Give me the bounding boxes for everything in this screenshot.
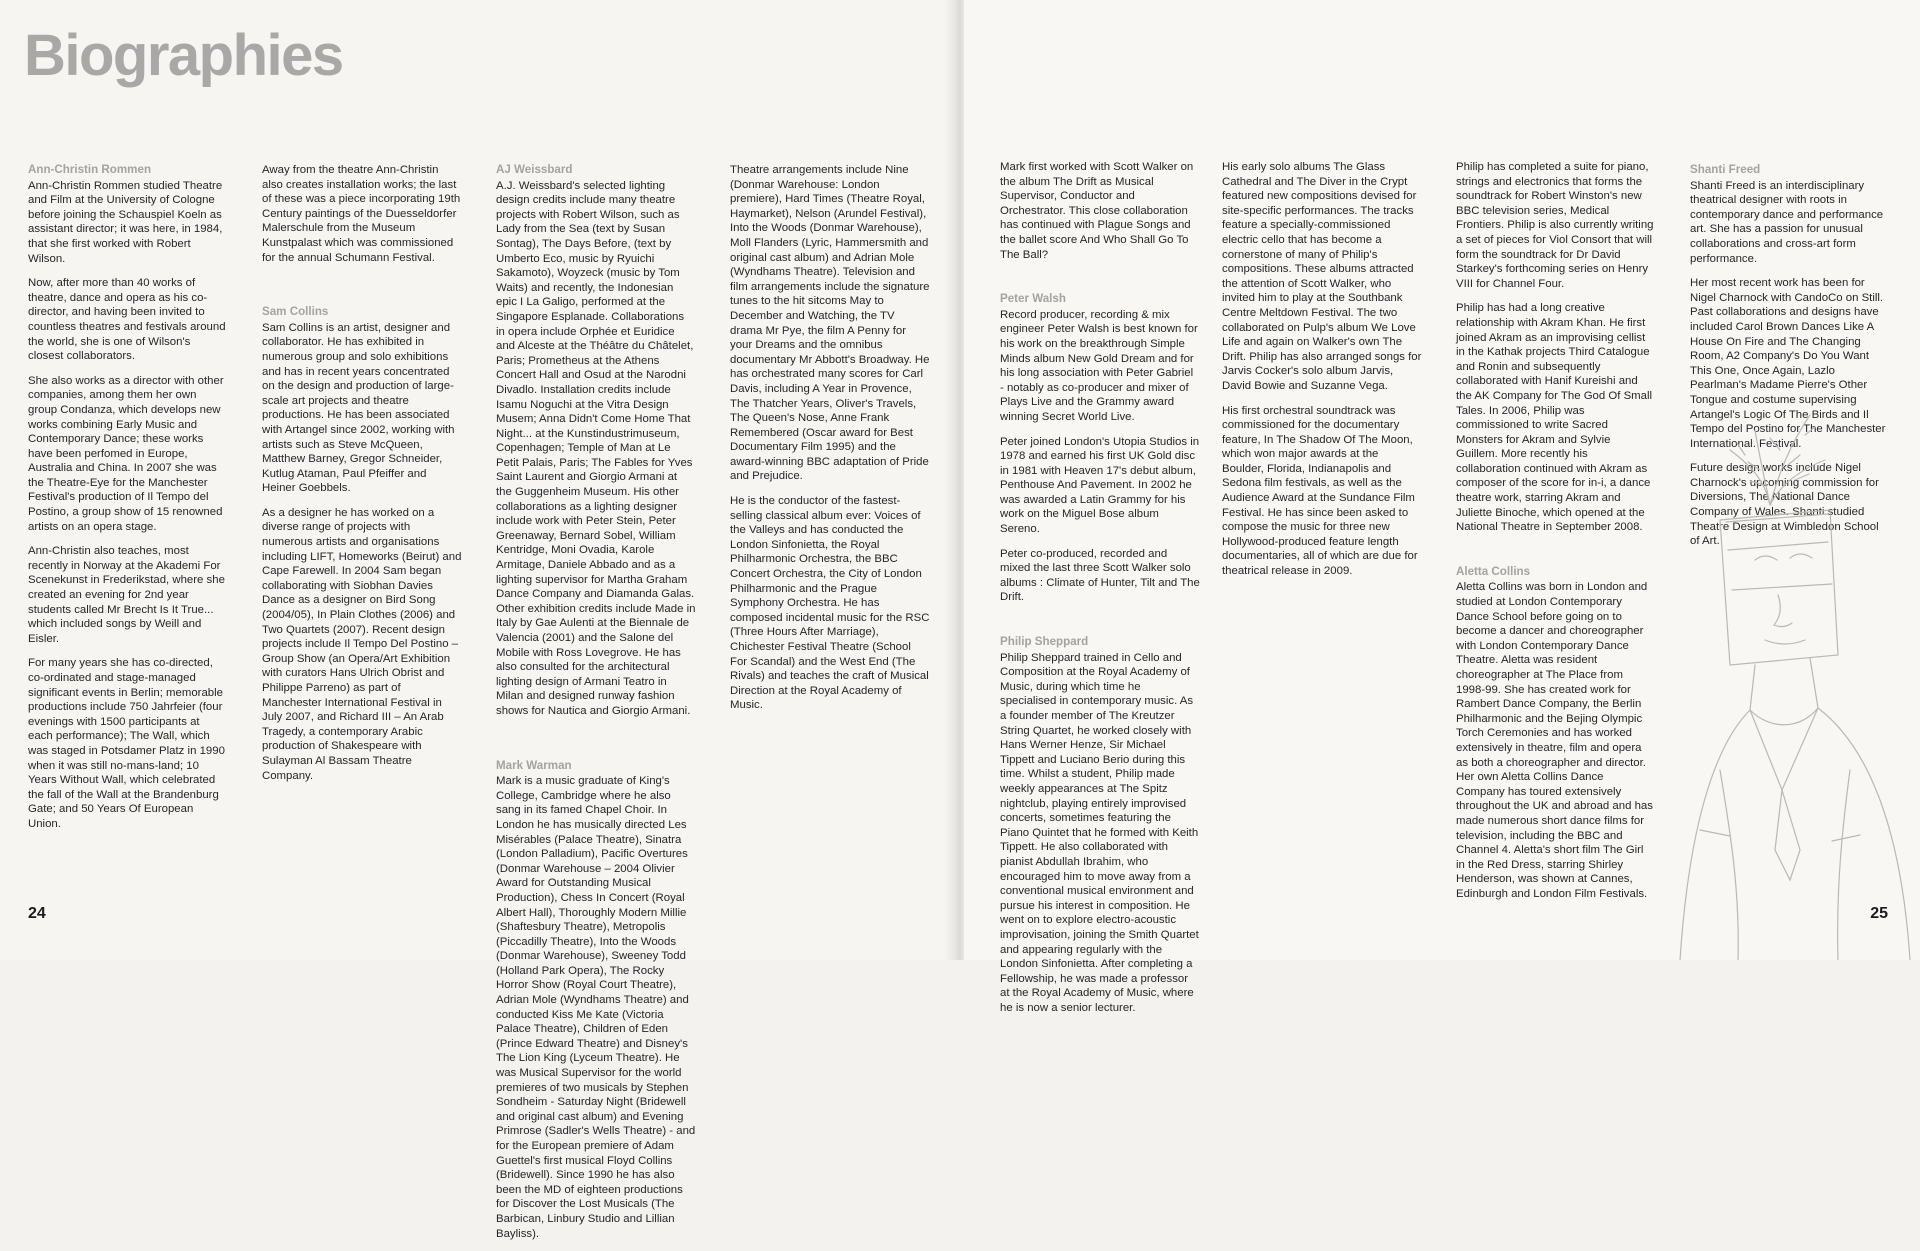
bio-paragraph: Philip has had a long creative relationship with Akram Khan. He first joined Akram as an improvising cellist in the Kathak projects Third Catalogue and Ronin and subsequently collaborated with Hanif Kureishi and the AK Company for The God Of Small Tales. In 2006, Philip was commissioned to write Sacred Monsters for Akram and Sylvie Guillem. More recently his collaboration continued with Akram as composer of the score for in-i, a dance theatre work, starring Akram and Juliette Binoche, which opened at the National Theatre in September 2008. <box>1456 302 1653 534</box>
bio-paragraph: Future design works include Nigel Charnock's upcoming commission for Diversions, The National Dance Company of Wales. Shanti studied Theatre Design at Wimbledon School of Art. <box>1690 462 1879 548</box>
bio-paragraph: He is the conductor of the fastest-selling classical album ever: Voices of the Valleys and has conducted the London Sinfonietta, the Royal Philharmonic Orchestra, the BBC Concert Orchestra, the City of London Philharmonic and the Prague Symphony Orchestra. He has composed incidental music for the RSC (Three Hours After Marriage), Chichester Festival Theatre (School For Scandal) and the West End (The Rivals) and teaches the craft of Musical Direction at the Royal Academy of Music. <box>730 495 930 712</box>
column-4 <box>730 163 930 723</box>
bio-name-sheppard: Philip Sheppard <box>1000 635 1089 649</box>
spacer <box>1000 615 1200 635</box>
bio-paragraph: For many years she has co-directed, co-ordinated and stage-managed significant events in Berlin; memorable productions include 750 Jahrfeier (four evenings with 1500 participants at each performance); The Wall, which was staged in Potsdamer Platz in 1990 when it was still no-mans-land; 10 Years Without Wall, which celebrated the fall of the Wall at the Brandenburg Gate; and 50 Years Of European Union. <box>28 657 225 830</box>
column-2 <box>262 163 462 793</box>
column-6 <box>1222 160 1422 589</box>
bio-paragraph: Theatre arrangements include Nine (Donmar Warehouse: London premiere), Hard Times (Theatre Royal, Haymarket), Nelson (Arundel Festival), Into the Woods (Donmar Warehouse), Moll Flanders (Lyric, Hammersmith and original cast album) and Adrian Mole (Wyndhams Theatre). Television and film arrangements include the signature tunes to the hit sitcoms May to December and Watching, the TV drama Mr Pye, the film A Penny for your Dreams and the omnibus documentary Mr Abbott's Broadway. He has orchestrated many scores for Carl Davis, including A Year in Provence, The Thatcher Years, Oliver's Travels, The Queen's Nose, Anne Frank Remembered (Oscar award for Best Documentary Film 1995) and the award-winning BBC adaptation of Pride and Prejudice. <box>730 164 930 483</box>
column-3 <box>496 163 696 1251</box>
column-7 <box>1456 160 1654 912</box>
bio-paragraph: Ann-Christin also teaches, most recently in Norway at the Akademi For Scenekunst in Frederikstad, where she created an evening for 2nd year students called Mr Brecht Is It True... which included songs by Weill and Eisler. <box>28 545 225 645</box>
bio-name-rommen: Ann-Christin Rommen <box>28 163 152 176</box>
bio-paragraph: As a designer he has worked on a diverse range of projects with numerous artists and organisations including LIFT, Homeworks (Beirut) and Cape Farewell. In 2004 Sam began collaborating with Siobhan Davies Dance as a designer on Bird Song (2004/05), In Plain Clothes (2006) and Two Quartets (2007). Recent design projects include Il Tempo Del Postino – Group Show (an Opera/Art Exhibition with curators Hans Ulrich Obrist and Philippe Parreno) as part of Manchester International Festival in July 2007, and Richard III – An Arab Tragedy, a contemporary Arabic production of Shakespeare with Sulayman Al Bassam Theatre Company. <box>262 506 462 782</box>
bio-paragraph: Sam Collins is an artist, designer and collaborator. He has exhibited in numerous group and solo exhibitions and has in recent years concentrated on the design and production of large-scale art projects and theatre productions. He has been associated with Artangel since 2002, working with artists such as Steve McQueen, Matthew Barney, Gregor Schneider, Kutlug Ataman, Paul Pfeiffer and Heiner Goebbels. <box>262 321 455 495</box>
page-number-left: 24 <box>28 905 46 922</box>
spacer <box>1000 272 1200 292</box>
bio-paragraph: Ann-Christin Rommen studied Theatre and Film at the University of Cologne before joining the Schauspiel Koeln as assistant director; it was here, in 1984, that she first worked with Robert Wilson. <box>28 179 223 265</box>
bio-paragraph: Aletta Collins was born in London and studied at London Contemporary Dance School before going on to become a dancer and choreographer with London Contemporary Dance Theatre. Aletta was resident choreographer at The Place from 1998-99. She has created work for Rambert Dance Company, the Berlin Philharmonic and the Bejing Olympic Torch Ceremonies and has worked extensively in theatre, film and opera as both a choreographer and director. Her own Aletta Collins Dance Company has toured extensively throughout the UK and abroad and has made numerous short dance films for television, including the BBC and Channel 4. Aletta's short film The Girl in the Red Dress, starring Shirley Henderson, was shown at Cannes, Edinburgh and London Film Festivals. <box>1456 581 1653 900</box>
bio-paragraph: His first orchestral soundtrack was commissioned for the documentary feature, In The Shadow Of The Moon, which won major awards at the Boulder, Florida, Indianapolis and Sedona film festivals, as well as the Audience Award at the Sundance Film Festival. He has since been asked to compose the music for three new Hollywood-produced feature length documentaries, all of which are due for theatrical release in 2009. <box>1222 404 1418 578</box>
bio-paragraph: A.J. Weissbard's selected lighting design credits include many theatre projects with Robert Wilson, such as Lady from the Sea (text by Susan Sontag), The Days Before, (text by Umberto Eco, music by Ryuichi Sakamoto), Woyzeck (music by Tom Waits) and recently, the Indonesian epic I La Galigo, performed at the Singapore Esplanade. Collaborations in opera include Orphée et Euridice and Alceste at the Théâtre du Châtelet, Paris; Prometheus at the Athens Concert Hall and Osud at the Narodni Divadlo. Installation credits include Isamu Noguchi at the Vitra Design Musem; Anna Didn't Come Home That Night... at the Kunstindustrimuseum, Copenhagen; Temple of Man at Le Petit Palais, Paris; The Fables for Yves Saint Laurent and Giorgio Armani at the Guggenheim Museum. His other collaborations as a lighting designer include work with Peter Stein, Peter Greenaway, Bernard Sobel, William Kentridge, Moni Ovadia, Karole Armitage, Daniele Abbado and as a lighting supervisor for Martha Graham Dance Company and Diamanda Galas. Other exhibition credits include Made in Italy by Gae Aulenti at the Biennale de Valencia (2001) and the Salone del Mobile with Ross Lovegrove. He has also consulted for the architectural lighting design of Armani Teatro in Milan and designed runway fashion shows for Nautica and Giorgio Armani. <box>496 179 696 717</box>
bio-paragraph: Philip has completed a suite for piano, strings and electronics that forms the soundtrack for Robert Winston's new BBC television series, Medical Frontiers. Philip is also currently writing a set of pieces for Viol Consort that will form the soundtrack for Dr David Starkey's forthcoming series on Henry VIII for Channel Four. <box>1456 161 1654 290</box>
bio-paragraph: Shanti Freed is an interdisciplinary theatrical designer with roots in contemporary dance and performance art. She has a passion for unusual collaborations and cross-art form performance. <box>1690 179 1884 265</box>
bio-name-walsh: Peter Walsh <box>1000 292 1066 306</box>
bio-paragraph: Record producer, recording & mix engineer Peter Walsh is best known for his work on the breakthrough Simple Minds album New Gold Dream and for his long association with Peter Gabriel - notably as co-producer and mixer of Plays Live and the Grammy award winning Secret World Live. <box>1000 308 1198 423</box>
bio-paragraph: Philip Sheppard trained in Cello and Composition at the Royal Academy of Music, during which time he specialised in contemporary music. As a founder member of The Kreutzer String Quartet, he worked closely with Hans Werner Henze, Sir Michael Tippett and Luciano Berio during this time. Whilst a student, Philip made weekly appearances at The Spitz nightclub, playing entirely improvised concerts, sometimes featuring the Piano Quintet that he formed with Keith Tippett. He also collaborated with pianist Abdullah Ibrahim, who encouraged him to move away from a conventional musical environment and pursue his interest in composition. He went on to explore electro-acoustic improvisation, joining the Smith Quartet and appearing regularly with the London Sinfonietta. After completing a Fellowship, he was made a professor at the Royal Academy of Music, where he is now a senior lecturer. <box>1000 651 1199 1014</box>
bio-paragraph: She also works as a director with other companies, among them her own group Condanza, which develops new works combining Early Music and Contemporary Dance; these works have been perfomed in Europe, Australia and China. In 2007 she was the Theatre-Eye for the Manchester Festival's production of Il Tempo del Postino, a group show of 15 renowned artists on an opera stage. <box>28 374 224 533</box>
bio-name-weissbard: AJ Weissbard <box>496 163 573 176</box>
page-title: Biographies <box>24 23 343 88</box>
bio-paragraph: His early solo albums The Glass Cathedral and The Diver in the Crypt featured new compositions devised for site-specific performances. The tracks feature a specially-commissioned electric cello that has become a cornerstone of many of Philip's compositions. These albums attracted the attention of Scott Walker, who invited him to play at the Southbank Centre Meltdown Festival. The two collaborated on Pulp's album We Love Life and again on Walker's own The Drift. Philip has also arranged songs for Jarvis Cocker's solo album Jarvis, David Bowie and Suzanne Vega. <box>1222 161 1422 392</box>
pencil-sketch-figure-icon <box>1660 410 1916 960</box>
bio-paragraph: Peter co-produced, recorded and mixed the last three Scott Walker solo albums : Climate of Hunter, Tilt and The Drift. <box>1000 547 1200 604</box>
bio-name-freed: Shanti Freed <box>1690 163 1761 176</box>
bio-paragraph: Peter joined London's Utopia Studios in 1978 and earned his first UK Gold disc in 1981 with Heaven 17's debut album, Penthouse And Pavement. In 2002 he was awarded a Latin Grammy for his work on the Miguel Bose album Sereno. <box>1000 435 1200 536</box>
column-5 <box>1000 160 1200 1025</box>
bio-paragraph: Away from the theatre Ann-Christin also creates installation works; the last of these was a piece incorporating 19th Century paintings of the Duesseldorfer Malerschule from the Museum Kunstpalast which was commissioned for the annual Schumann Festival. <box>262 164 461 264</box>
bio-paragraph: Now, after more than 40 works of theatre, dance and opera as his co-director, and having been invited to countless theatres and festivals around the world, she is one of Wilson's closest collaborators. <box>28 277 226 363</box>
spacer <box>496 729 696 759</box>
bio-name-sam-collins: Sam Collins <box>262 305 329 319</box>
bio-paragraph: Mark is a music graduate of King's College, Cambridge where he also sang in its famed Chapel Choir. In London he has musically directed Les Misérables (Palace Theatre), Sinatra (London Palladium), Pacific Overtures (Donmar Warehouse – 2004 Olivier Award for Outstanding Musical Production), Chess In Concert (Royal Albert Hall), Thoroughly Modern Millie (Shaftesbury Theatre), Metropolis (Piccadilly Theatre), Into the Woods (Donmar Warehouse), Sweeney Todd (Holland Park Opera), The Rocky Horror Show (Royal Court Theatre), Adrian Mole (Wyndhams Theatre) and conducted Kiss Me Kate (Victoria Palace Theatre), Children of Eden (Prince Edward Theatre) and Disney's The Lion King (Lyceum Theatre). He was Musical Supervisor for the world premieres of two musicals by Stephen Sondheim - Saturday Night (Bridewell and original cast album) and Evening Primrose (Sadler's Wells Theatre) - and for the European premiere of Adam Guettel's first musical Floyd Collins (Bridewell). Since 1990 he has also been the MD of eighteen productions for Discover the Lost Musicals (The Barbican, Linbury Studio and Lillian Bayliss). <box>496 775 696 1240</box>
page-number-right: 25 <box>1870 905 1888 922</box>
spacer <box>1456 545 1654 565</box>
spacer <box>262 275 462 305</box>
bio-paragraph: Her most recent work has been for Nigel Charnock with CandoCo on Still. Past collaborations and designs have included Carol Brown Dances Like A House On Fire and The Changing Room, A2 Company's Do You Want This One, Once Again, Lazlo Pearlman's Madame Pierre's Other Tongue and costume supervising Artangel's Logic Of The Birds and Il Tempo del Postino for The Manchester International. Festival. <box>1690 277 1886 450</box>
bio-name-warman: Mark Warman <box>496 758 572 772</box>
bio-name-aletta-collins: Aletta Collins <box>1456 564 1531 578</box>
column-1 <box>28 163 226 842</box>
page-left <box>0 0 956 1240</box>
bio-paragraph: Mark first worked with Scott Walker on the album The Drift as Musical Supervisor, Conductor and Orchestrator. This close collaboration has continued with Plague Songs and the ballet score And Who Shall Go To The Ball? <box>1000 161 1194 261</box>
